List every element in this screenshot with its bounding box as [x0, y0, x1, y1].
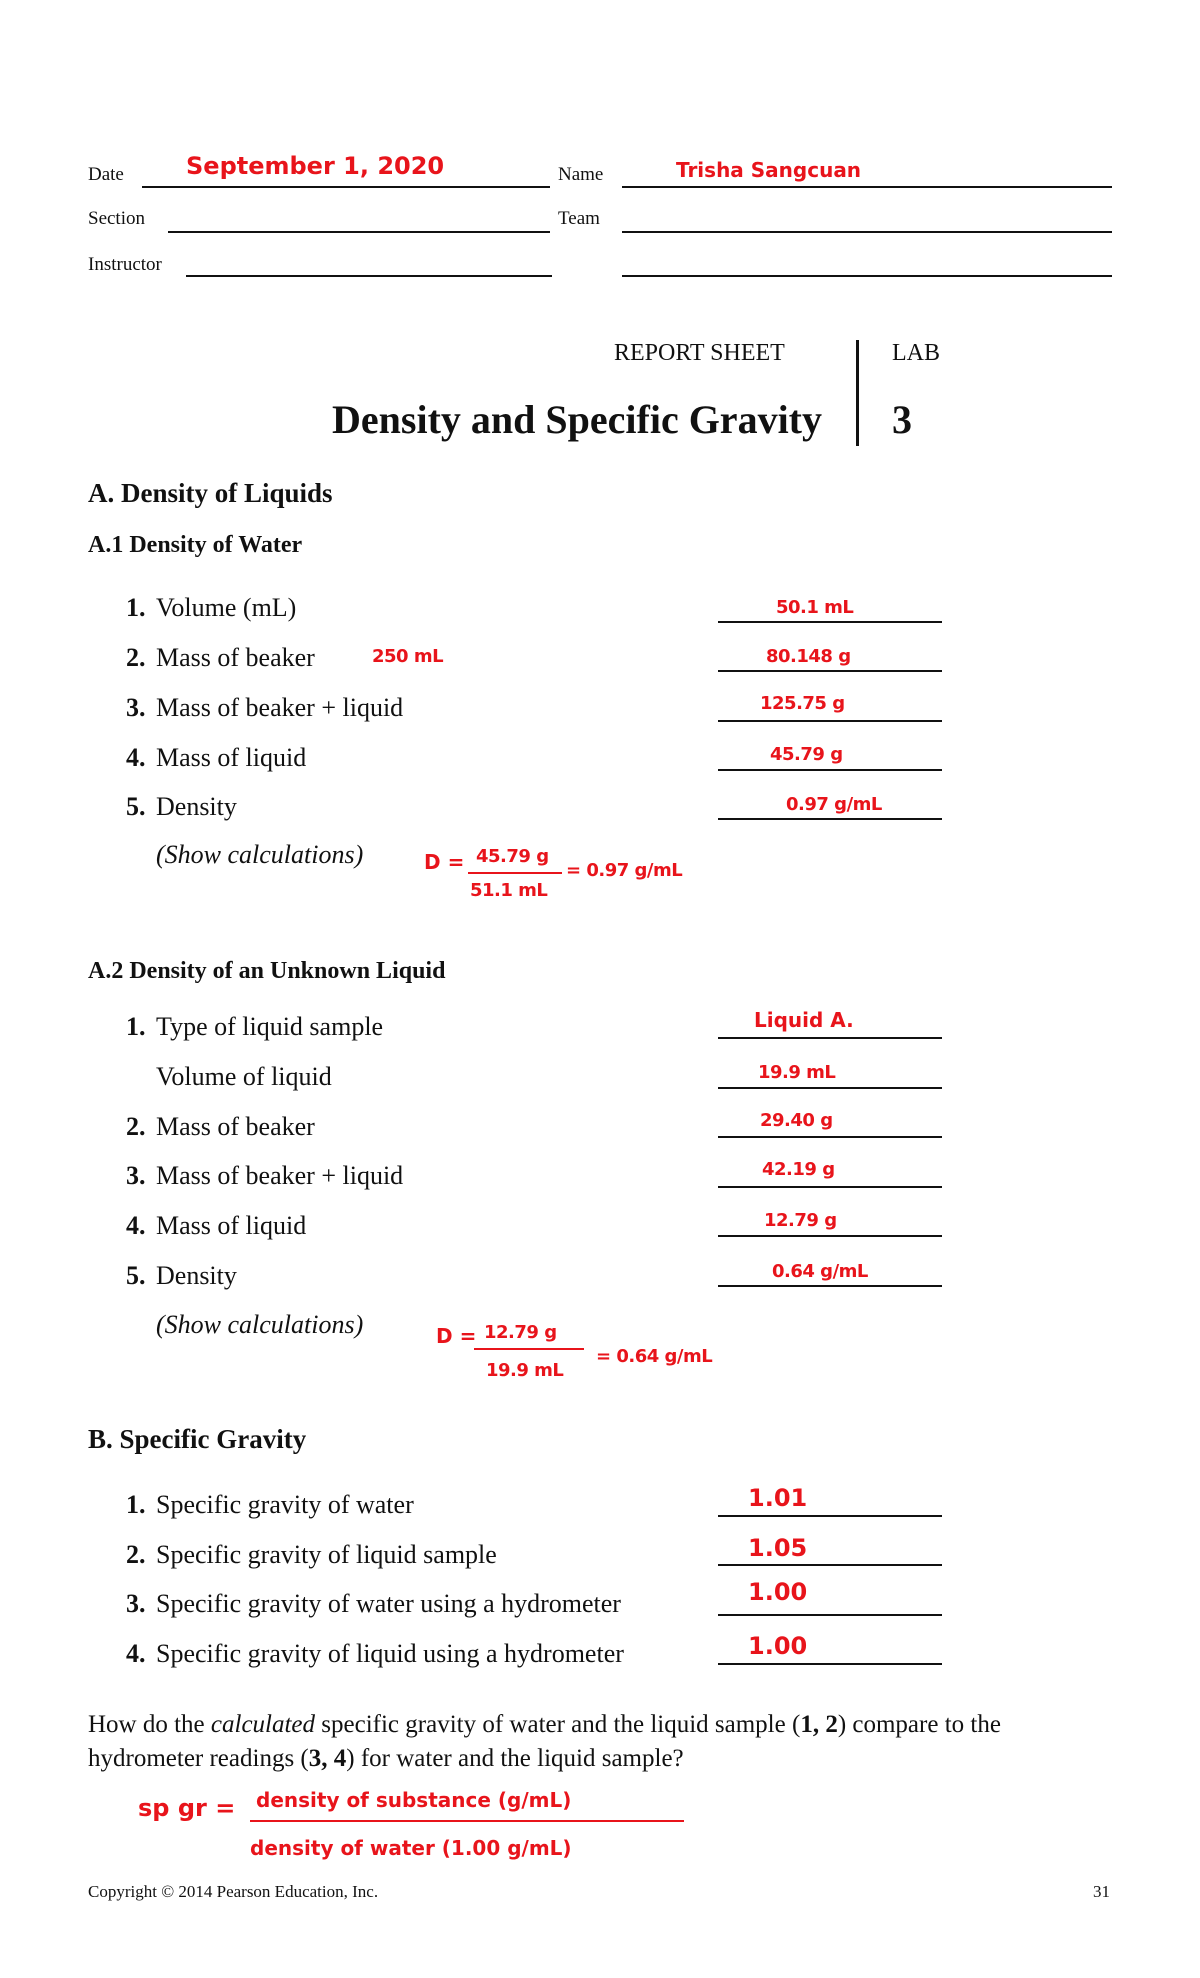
a1-liquid-line[interactable]: [718, 769, 942, 771]
date-line: [142, 186, 550, 188]
a2-beaker-liquid-line[interactable]: [718, 1186, 942, 1188]
a1-calc-result: = 0.97 g/mL: [566, 860, 683, 881]
a1-beaker-liquid-answer[interactable]: 125.75 g: [760, 693, 845, 714]
b-question: How do the calculated specific gravity of water and the liquid sample (1, 2) compare to the hydrometer readings (3, 4) for water and the liquid sample?: [88, 1711, 1001, 1772]
a1-item-density: 5. Density: [126, 792, 237, 821]
a2-density-answer[interactable]: 0.64 g/mL: [772, 1261, 868, 1282]
page-number: 31: [1093, 1882, 1110, 1901]
a1-density-answer[interactable]: 0.97 g/mL: [786, 794, 882, 815]
a2-calc-result: = 0.64 g/mL: [596, 1346, 713, 1367]
b-answer-denominator: density of water (1.00 g/mL): [250, 1836, 572, 1860]
a1-item-beaker: 2. Mass of beaker: [126, 643, 315, 672]
b-hydro-liquid-line[interactable]: [718, 1663, 942, 1665]
a1-volume-answer[interactable]: 50.1 mL: [776, 597, 854, 618]
a2-volume-line[interactable]: [718, 1087, 942, 1089]
a2-item-beaker-liquid: 3. Mass of beaker + liquid: [126, 1161, 404, 1190]
section-a2-heading: A.2 Density of an Unknown Liquid: [88, 958, 446, 984]
a2-beaker-liquid-answer[interactable]: 42.19 g: [762, 1159, 835, 1180]
a2-item-beaker: 2. Mass of beaker: [126, 1112, 315, 1141]
a1-beaker-note: 250 mL: [372, 646, 444, 667]
team-line[interactable]: [622, 231, 1112, 233]
report-sheet-label: REPORT SHEET: [614, 340, 785, 366]
b-answer-fraction-bar: [250, 1820, 684, 1822]
lab-label: LAB: [892, 340, 940, 366]
a2-beaker-answer[interactable]: 29.40 g: [760, 1110, 833, 1131]
a2-item-volume: Volume of liquid: [156, 1062, 332, 1091]
b-item-hydro-liquid: 4. Specific gravity of liquid using a hydrometer: [126, 1639, 624, 1668]
a2-calc-numerator: 12.79 g: [484, 1322, 557, 1343]
name-line: [622, 186, 1112, 188]
a2-calc-lhs: D =: [436, 1324, 477, 1348]
lab-number: 3: [892, 397, 912, 442]
b-answer-numerator: density of substance (g/mL): [256, 1788, 572, 1812]
b-item-sg-water: 1. Specific gravity of water: [126, 1490, 414, 1519]
a1-beaker-line[interactable]: [718, 670, 942, 672]
b-item-hydro-water: 3. Specific gravity of water using a hydrometer: [126, 1589, 621, 1618]
b-hydro-liquid-answer[interactable]: 1.00: [748, 1632, 808, 1660]
section-line[interactable]: [168, 231, 550, 233]
a1-calc-numerator: 45.79 g: [476, 846, 549, 867]
a2-volume-answer[interactable]: 19.9 mL: [758, 1062, 836, 1083]
name-label: Name: [558, 164, 604, 185]
section-a1-heading: A.1 Density of Water: [88, 532, 303, 558]
a2-liquid-line[interactable]: [718, 1235, 942, 1237]
a1-item-beaker-liquid: 3. Mass of beaker + liquid: [126, 693, 404, 722]
a1-volume-line[interactable]: [718, 621, 942, 623]
a2-density-line[interactable]: [718, 1285, 942, 1287]
a2-item-liquid: 4. Mass of liquid: [126, 1211, 307, 1240]
team-label: Team: [558, 208, 600, 229]
b-item-sg-liquid: 2. Specific gravity of liquid sample: [126, 1540, 497, 1569]
b-hydro-water-answer[interactable]: 1.00: [748, 1578, 808, 1606]
extra-line[interactable]: [622, 275, 1112, 277]
a2-item-type: 1. Type of liquid sample: [126, 1012, 384, 1041]
footer-copyright: Copyright © 2014 Pearson Education, Inc.: [88, 1882, 379, 1901]
date-value[interactable]: September 1, 2020: [186, 152, 445, 180]
b-hydro-water-line[interactable]: [718, 1614, 942, 1616]
a2-liquid-answer[interactable]: 12.79 g: [764, 1210, 837, 1231]
b-sg-liquid-answer[interactable]: 1.05: [748, 1534, 808, 1562]
a2-type-line[interactable]: [718, 1037, 942, 1039]
a2-type-answer[interactable]: Liquid A.: [754, 1008, 854, 1032]
a1-calc-denominator: 51.1 mL: [470, 880, 548, 901]
instructor-line[interactable]: [186, 275, 552, 277]
date-label: Date: [88, 164, 124, 185]
title-divider: [856, 340, 859, 446]
instructor-label: Instructor: [88, 254, 162, 275]
b-answer-lhs: sp gr =: [138, 1794, 236, 1822]
a2-calc-denominator: 19.9 mL: [486, 1360, 564, 1381]
section-b-heading: B. Specific Gravity: [88, 1424, 307, 1454]
a1-item-liquid: 4. Mass of liquid: [126, 743, 307, 772]
a2-beaker-line[interactable]: [718, 1136, 942, 1138]
b-sg-water-answer[interactable]: 1.01: [748, 1484, 808, 1512]
a1-density-line[interactable]: [718, 818, 942, 820]
a1-item-volume: 1. Volume (mL): [126, 593, 297, 622]
a2-item-density: 5. Density: [126, 1261, 237, 1290]
b-sg-liquid-line[interactable]: [718, 1564, 942, 1566]
a1-calc-lhs: D =: [424, 850, 465, 874]
section-a-heading: A. Density of Liquids: [88, 478, 333, 508]
a1-beaker-answer[interactable]: 80.148 g: [766, 646, 851, 667]
a1-calc-fraction-bar: [468, 872, 562, 874]
a1-show-calc: (Show calculations): [156, 840, 364, 869]
b-sg-water-line[interactable]: [718, 1515, 942, 1517]
page-title: Density and Specific Gravity: [332, 397, 822, 442]
a1-liquid-answer[interactable]: 45.79 g: [770, 744, 843, 765]
a2-show-calc: (Show calculations): [156, 1310, 364, 1339]
a2-calc-fraction-bar: [474, 1348, 584, 1350]
name-value[interactable]: Trisha Sangcuan: [676, 158, 862, 182]
section-label: Section: [88, 208, 145, 229]
a1-beaker-liquid-line[interactable]: [718, 720, 942, 722]
